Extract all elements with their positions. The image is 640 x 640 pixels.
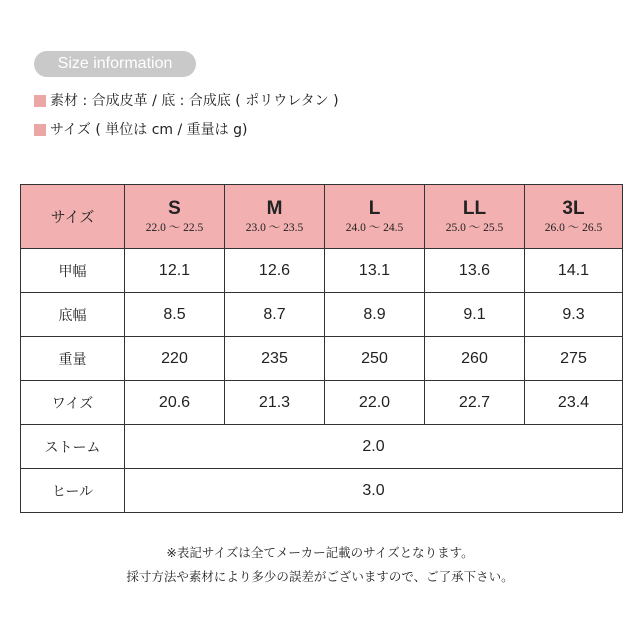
size-unit-info	[34, 120, 247, 140]
table-cell: 12.1	[125, 249, 225, 293]
table-cell: 20.6	[125, 381, 225, 425]
table-cell: 9.1	[425, 293, 525, 337]
size-header-3l	[525, 185, 623, 249]
merged-cell: 3.0	[125, 469, 623, 513]
merged-cell: 2.0	[125, 425, 623, 469]
table-cell: 275	[525, 337, 623, 381]
size-name: 3L	[562, 197, 585, 219]
row-label: 重量	[21, 337, 125, 381]
table-row	[21, 337, 623, 381]
table-cell: 8.9	[325, 293, 425, 337]
table-row	[21, 381, 623, 425]
size-range: 24.0 ～ 24.5	[345, 221, 404, 234]
row-label: ワイズ	[21, 381, 125, 425]
table-cell: 250	[325, 337, 425, 381]
table-cell: 12.6	[225, 249, 325, 293]
table-cell: 9.3	[525, 293, 623, 337]
size-header-m	[225, 185, 325, 249]
table-cell: 14.1	[525, 249, 623, 293]
table-cell: 8.5	[125, 293, 225, 337]
pink-square-icon	[34, 124, 46, 136]
size-unit-text: サイズ ( 単位は cm / 重量は g)	[50, 122, 248, 138]
table-cell: 235	[225, 337, 325, 381]
table-cell: 21.3	[225, 381, 325, 425]
size-range: 22.0 ～ 22.5	[145, 221, 204, 234]
table-header-row	[21, 185, 623, 249]
size-header-s	[125, 185, 225, 249]
table-cell: 8.7	[225, 293, 325, 337]
row-label: ストーム	[21, 425, 125, 469]
table-cell: 260	[425, 337, 525, 381]
footnote-1: ※表記サイズは全てメーカー記載のサイズとなります。	[166, 545, 474, 560]
table-row	[21, 425, 623, 469]
size-name: S	[168, 197, 181, 219]
table-cell: 22.0	[325, 381, 425, 425]
material-text: 素材 : 合成皮革 / 底 : 合成底 ( ポリウレタン )	[50, 93, 339, 109]
footnote-2: 採寸方法や素材により多少の誤差がございますので、ご了承下さい。	[126, 569, 514, 584]
row-label: 底幅	[21, 293, 125, 337]
size-header-ll	[425, 185, 525, 249]
size-name: M	[266, 197, 283, 219]
table-cell: 22.7	[425, 381, 525, 425]
row-label: 甲幅	[21, 249, 125, 293]
pink-square-icon	[34, 95, 46, 107]
table-cell: 13.1	[325, 249, 425, 293]
row-label: ヒール	[21, 469, 125, 513]
size-information-badge: Size information	[34, 51, 196, 77]
table-row	[21, 249, 623, 293]
material-info	[34, 91, 339, 111]
size-name: L	[368, 197, 381, 219]
size-range: 23.0 ～ 23.5	[245, 221, 304, 234]
size-header-l	[325, 185, 425, 249]
table-row	[21, 293, 623, 337]
table-cell: 220	[125, 337, 225, 381]
table-cell: 23.4	[525, 381, 623, 425]
size-range: 26.0 ～ 26.5	[544, 221, 603, 234]
size-corner-header: サイズ	[21, 185, 125, 249]
size-name: LL	[462, 197, 487, 219]
table-row	[21, 469, 623, 513]
size-table	[20, 184, 623, 513]
size-range: 25.0 ～ 25.5	[445, 221, 504, 234]
table-cell: 13.6	[425, 249, 525, 293]
